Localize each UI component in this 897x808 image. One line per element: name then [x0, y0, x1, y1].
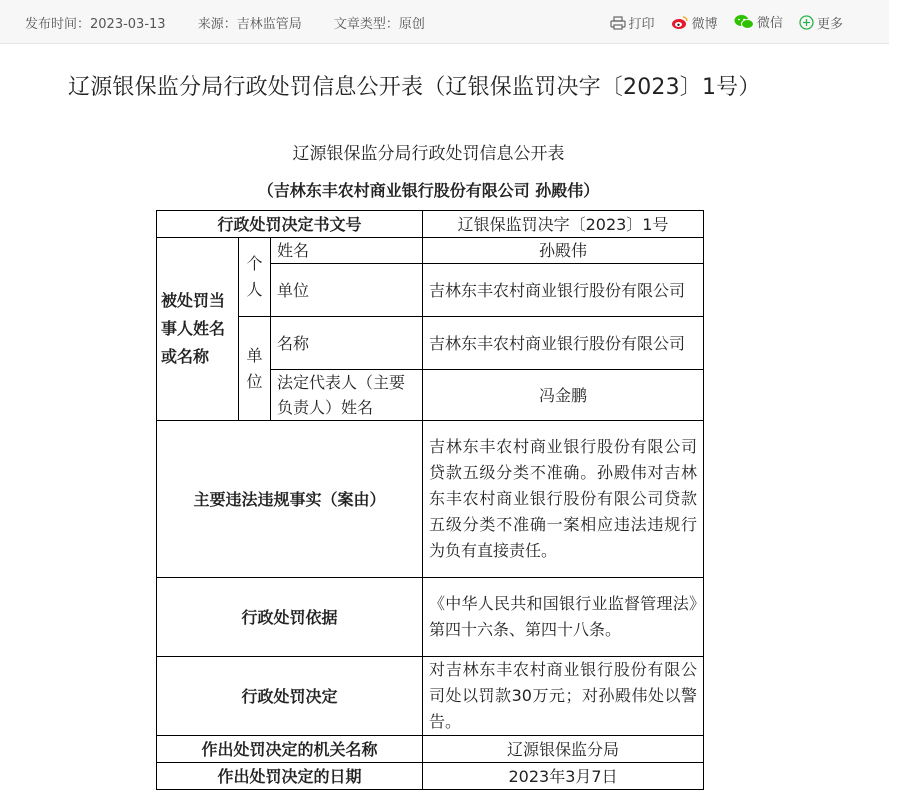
legal-rep-value: 冯金鹏: [423, 370, 704, 421]
organization-name-value: 吉林东丰农村商业银行股份有限公司: [423, 317, 704, 370]
penalty-decision-value: 对吉林东丰农村商业银行股份有限公司处以罚款30万元；对孙殿伟处以警告。: [423, 657, 704, 736]
table-row: [157, 736, 704, 763]
plus-circle-icon: [799, 15, 814, 30]
organization-label: 单位: [239, 317, 271, 421]
individual-name-value: 孙殿伟: [423, 238, 704, 264]
party-label: 被处罚当事人姓名或名称: [157, 238, 239, 421]
print-label: 打印: [628, 17, 655, 32]
authority-value: 辽源银保监分局: [423, 736, 704, 763]
document-subtitle: （吉林东丰农村商业银行股份有限公司 孙殿伟）: [257, 181, 600, 200]
article-meta-bar: [0, 0, 889, 44]
article-meta: [25, 13, 453, 32]
printer-icon: [610, 16, 626, 30]
decision-number-value: 辽银保监罚决字〔2023〕1号: [423, 211, 704, 238]
organization-name-label: 名称: [271, 317, 423, 370]
share-actions: [598, 12, 843, 34]
more-label: 更多: [816, 16, 843, 32]
decision-date-value: 2023年3月7日: [423, 763, 704, 790]
authority-label: 作出处罚决定的机关名称: [157, 736, 423, 763]
page-title: 辽源银保监分局行政处罚信息公开表（辽银保监罚决字〔2023〕1号）: [68, 75, 761, 100]
penalty-basis-label: 行政处罚依据: [157, 578, 423, 657]
decision-date-label: 作出处罚决定的日期: [157, 763, 423, 790]
document-title: 辽源银保监分局行政处罚信息公开表: [292, 144, 565, 164]
table-row: [157, 763, 704, 790]
decision-number-label: 行政处罚决定书文号: [157, 211, 423, 238]
penalty-info-table: [156, 210, 704, 790]
publish-time: 发布时间：2023-03-13: [25, 17, 166, 32]
wechat-label: 微信: [756, 16, 783, 31]
table-row: [157, 211, 704, 238]
article-source: 来源：吉林监管局: [197, 17, 302, 32]
print-button[interactable]: [610, 13, 655, 32]
weibo-label: 微博: [691, 16, 718, 32]
legal-rep-label: 法定代表人（主要负责人）姓名: [271, 370, 423, 421]
individual-unit-value: 吉林东丰农村商业银行股份有限公司: [423, 264, 704, 317]
table-row: [157, 317, 704, 370]
violation-facts-value: 吉林东丰农村商业银行股份有限公司贷款五级分类不准确。孙殿伟对吉林东丰农村商业银行股份有限公司贷款五级分类不准确一案相应违法违规行为负有直接责任。: [423, 421, 704, 578]
article-type: 文章类型：原创: [333, 17, 425, 32]
wechat-icon: [734, 14, 754, 30]
table-row: [157, 578, 704, 657]
individual-label: 个人: [239, 238, 271, 317]
table-row: [157, 657, 704, 736]
more-share-button[interactable]: [799, 13, 843, 32]
weibo-icon: [671, 15, 689, 30]
table-row: [157, 238, 704, 264]
individual-name-label: 姓名: [271, 238, 423, 264]
violation-facts-label: 主要违法违规事实（案由）: [157, 421, 423, 578]
table-row: [157, 421, 704, 578]
individual-unit-label: 单位: [271, 264, 423, 317]
penalty-decision-label: 行政处罚决定: [157, 657, 423, 736]
share-wechat-button[interactable]: [734, 12, 783, 31]
share-weibo-button[interactable]: [671, 13, 718, 32]
penalty-basis-value: 《中华人民共和国银行业监督管理法》第四十六条、第四十八条。: [423, 578, 704, 657]
